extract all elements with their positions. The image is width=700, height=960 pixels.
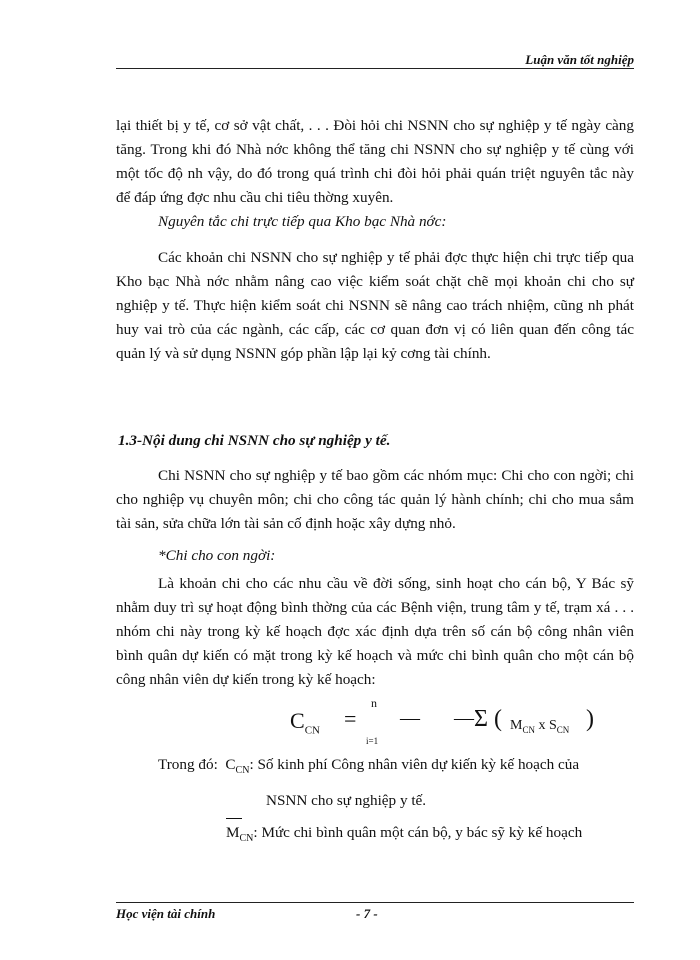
paragraph-6: Là khoản chi cho các nhu cầu về đời sống, sinh hoạt cho cán bộ, Y Bác sỹ nhằm duy trì sự hoạt động bình thờng của các Bệnh viện, trung tâm y tế, trạm xá . . . nhóm chi này trong kỳ kế hoạch đợc xác định dựa trên số cán bộ công nhân viên bình quân dự kiến có mặt trong kỳ kế hoạch và mức chi bình quân cho một cán bộ công nhân viên dự kiến trong kỳ kế hoạch:: [116, 575, 634, 688]
overbar: [226, 818, 242, 819]
formula-dash: —: [454, 707, 474, 729]
page-header-title: Luận văn tốt nghiệp: [525, 52, 634, 67]
subheading-people: *Chi cho con ngời:: [158, 547, 276, 564]
formula-lower-limit: i=1: [366, 736, 379, 746]
formula-close-paren: ): [586, 706, 594, 732]
formula: [290, 698, 610, 748]
footer-institution: Học viện tài chính: [116, 906, 216, 921]
formula-sigma: Σ: [474, 706, 488, 732]
footer-rule: [116, 902, 634, 903]
formula-lhs: $C_{CN}$: [290, 708, 320, 737]
formula-dash: —: [400, 707, 420, 729]
header-rule: [116, 68, 634, 69]
paragraph-3: Các khoản chi NSNN cho sự nghiệp y tế phải đợc thực hiện chi trực tiếp qua Kho bạc Nhà nớc nhằm nâng cao việc kiểm soát chặt chẽ mọi khoản chi cho sự nghiệp y tế. Thực hiện kiểm soát chi NSNN sẽ nâng cao trách nhiệm, cũng nh phát huy vai trò của các ngành, các cấp, các cơ quan đơn vị có liên quan đến công tác quản lý và sử dụng NSNN góp phần lập lại kỷ cơng tài chính.: [116, 249, 634, 362]
paragraph-1: lại thiết bị y tế, cơ sở vật chất, . . . Đòi hỏi chi NSNN cho sự nghiệp y tế ngày càng tăng. Trong khi đó Nhà nớc không thể tăng chi NSNN cho sự nghiệp y tế cùng với một tốc độ nh vậy, do đó trong quá trình chi đòi hỏi phải quán triệt nguyên tắc này để đáp ứng đợc nhu cầu chi tiêu thờng xuyên.: [116, 117, 634, 206]
formula-terms: $M_{CN}$ x $S_{CN}$: [510, 718, 570, 735]
definition-c-continued: NSNN cho sự nghiệp y tế.: [266, 792, 427, 809]
definition-c: Trong đó: $C_{CN}$: Số kinh phí Công nhân viên dự kiến kỳ kế hoạch của: [158, 756, 580, 777]
page-number: - 7 -: [356, 906, 378, 921]
definition-m: $M_{CN}$: Mức chi bình quân một cán bộ, y bác sỹ kỳ kế hoạch: [226, 824, 583, 845]
formula-open-paren: (: [494, 706, 502, 732]
section-heading: 1.3-Nội dung chi NSNN cho sự nghiệp y tế.: [118, 432, 391, 449]
principle-heading: Nguyên tắc chi trực tiếp qua Kho bạc Nhà nớc:: [158, 213, 447, 230]
paragraph-4: Chi NSNN cho sự nghiệp y tế bao gồm các nhóm mục: Chi cho con ngời; chi cho nghiệp vụ chuyên môn; chi cho công tác quản lý hành chính; chi cho mua sắm tài sản, sửa chữa lớn tài sản cố định hoặc xây dựng nhỏ.: [116, 467, 634, 532]
formula-equals: =: [344, 706, 357, 731]
formula-upper-limit: n: [371, 696, 377, 710]
